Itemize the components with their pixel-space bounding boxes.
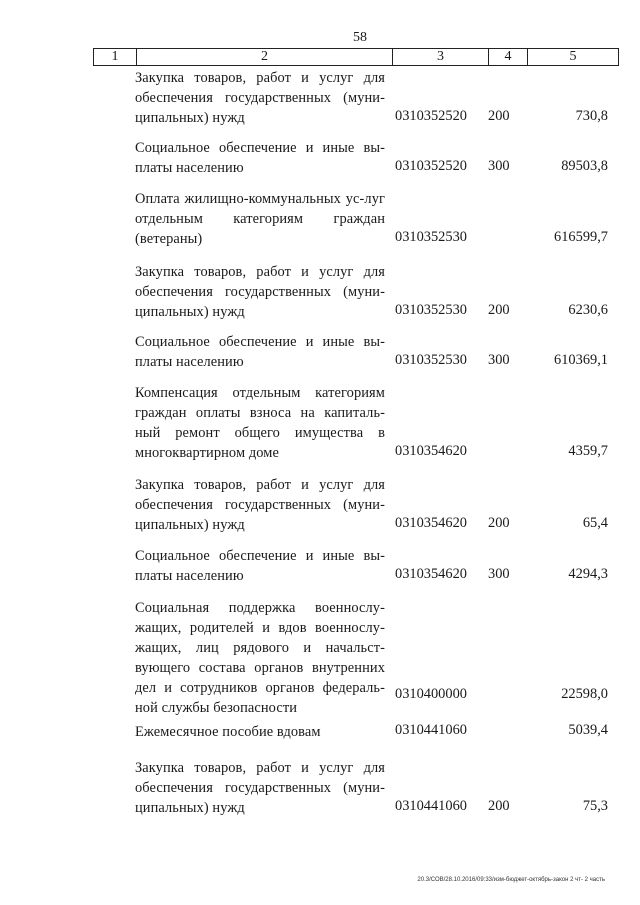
row-code: 0310352520 xyxy=(395,108,467,124)
page-number: 58 xyxy=(353,30,367,45)
document-footer: 20.3/СОВ/28.10.2016/09:33/изм-бюджет-октябрь-закон 2 чт- 2 часть xyxy=(417,877,605,883)
row-amount: 22598,0 xyxy=(561,686,608,702)
header-col-2: 2 xyxy=(137,49,393,66)
row-description: Ежемесячное пособие вдовам xyxy=(135,724,321,740)
row-amount: 4359,7 xyxy=(568,443,608,459)
row-amount: 65,4 xyxy=(582,515,608,531)
row-expense-type: 200 xyxy=(488,798,510,814)
row-amount: 610369,1 xyxy=(554,352,608,368)
header-col-5: 5 xyxy=(528,49,619,66)
row-description: Закупка товаров, работ и услуг для обеспечения государственных (муни-ципальных) нужд xyxy=(135,760,385,816)
header-col-1: 1 xyxy=(94,49,137,66)
row-code: 0310441060 xyxy=(395,798,467,814)
row-amount: 5039,4 xyxy=(568,722,608,738)
row-amount: 730,8 xyxy=(575,108,608,124)
row-expense-type: 200 xyxy=(488,302,510,318)
row-code: 0310352530 xyxy=(395,229,467,245)
column-header-row xyxy=(93,48,619,66)
row-amount: 616599,7 xyxy=(554,229,608,245)
row-description: Социальное обеспечение и иные вы-платы населению xyxy=(135,548,385,584)
header-col-4: 4 xyxy=(489,49,528,66)
row-description: Социальное обеспечение и иные вы-платы населению xyxy=(135,140,385,176)
row-code: 0310354620 xyxy=(395,515,467,531)
row-code: 0310400000 xyxy=(395,686,467,702)
row-expense-type: 300 xyxy=(488,566,510,582)
row-expense-type: 300 xyxy=(488,352,510,368)
row-code: 0310352530 xyxy=(395,352,467,368)
row-description: Оплата жилищно-коммунальных ус-луг отдельным категориям граждан (ветераны) xyxy=(135,191,385,247)
header-col-3: 3 xyxy=(393,49,489,66)
row-description: Социальная поддержка военнослу-жащих, родителей и вдов военнослу-жащих, лиц рядового и начальст-вующего состава органов внутренних дел и сотрудников органов федераль-ной службы безопасности xyxy=(135,600,385,716)
row-expense-type: 200 xyxy=(488,515,510,531)
row-code: 0310352530 xyxy=(395,302,467,318)
row-amount: 4294,3 xyxy=(568,566,608,582)
row-description: Закупка товаров, работ и услуг для обеспечения государственных (муни-ципальных) нужд xyxy=(135,477,385,533)
row-expense-type: 200 xyxy=(488,108,510,124)
row-expense-type: 300 xyxy=(488,158,510,174)
row-description: Социальное обеспечение и иные вы-платы населению xyxy=(135,334,385,370)
row-description: Закупка товаров, работ и услуг для обеспечения государственных (муни-ципальных) нужд xyxy=(135,70,385,126)
row-amount: 89503,8 xyxy=(561,158,608,174)
row-code: 0310352520 xyxy=(395,158,467,174)
row-description: Компенсация отдельным категориям граждан оплаты взноса на капиталь-ный ремонт общего имущества в многоквартирном доме xyxy=(135,385,385,461)
row-code: 0310354620 xyxy=(395,443,467,459)
row-code: 0310441060 xyxy=(395,722,467,738)
row-amount: 75,3 xyxy=(582,798,608,814)
row-amount: 6230,6 xyxy=(568,302,608,318)
row-code: 0310354620 xyxy=(395,566,467,582)
row-description: Закупка товаров, работ и услуг для обеспечения государственных (муни-ципальных) нужд xyxy=(135,264,385,320)
